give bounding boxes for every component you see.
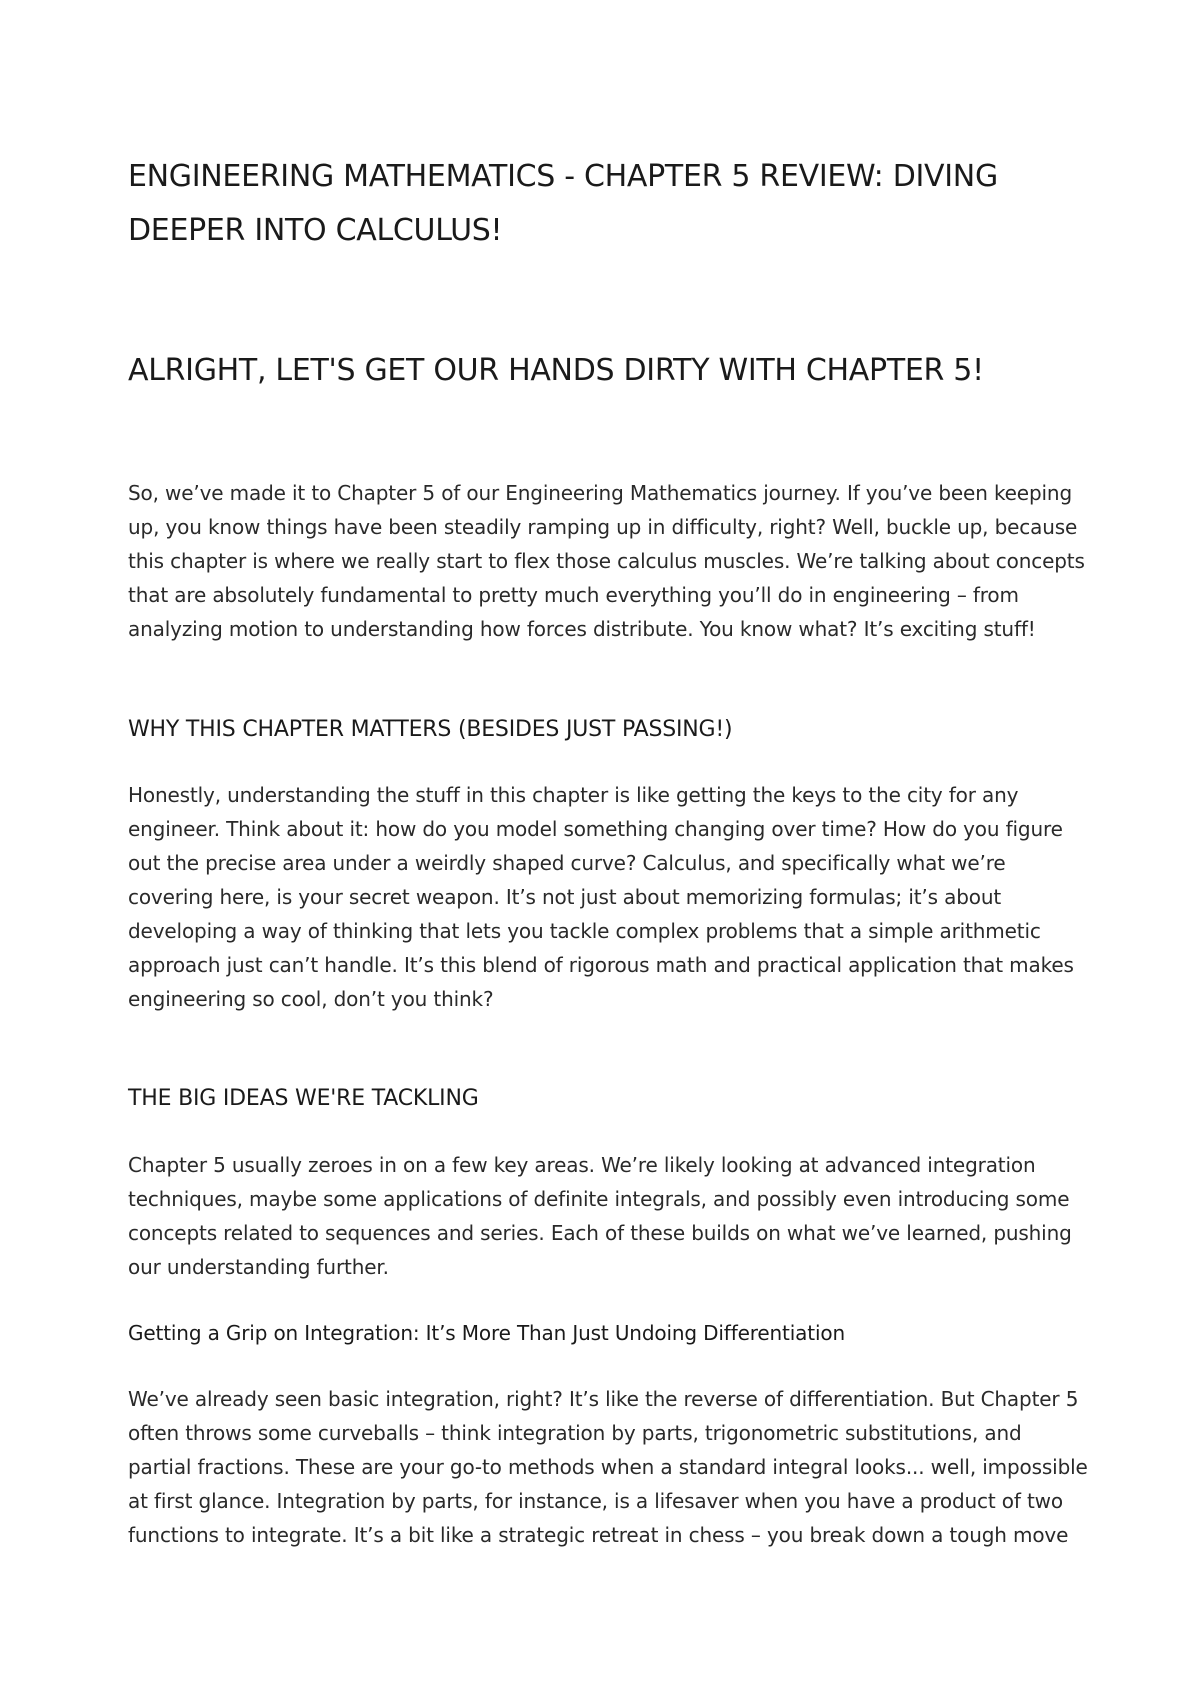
document-title: ENGINEERING MATHEMATICS - CHAPTER 5 REVIEW: DIVING DEEPER INTO CALCULUS! xyxy=(128,159,998,248)
integration-heading: Getting a Grip on Integration: It’s More Than Just Undoing Differentiation xyxy=(128,1321,845,1345)
big-ideas-heading: THE BIG IDEAS WE'RE TACKLING xyxy=(128,1086,479,1111)
intro-heading: ALRIGHT, LET'S GET OUR HANDS DIRTY WITH CHAPTER 5! xyxy=(128,353,984,388)
intro-paragraph: So, we’ve made it to Chapter 5 of our Engineering Mathematics journey. If you’ve been keeping up, you know things have been steadily ramping up in difficulty, right? Well, buckle up, because this chapter is where we really start to flex those calculus muscles. We’re talking about concepts that are absolutely fundamental to pretty much everything you’ll do in engineering – from analyzing motion to understanding how forces distribute. You know what? It’s exciting stuff! xyxy=(128,481,1085,641)
integration-paragraph: We’ve already seen basic integration, right? It’s like the reverse of differentiation. But Chapter 5 often throws some curveballs – think integration by parts, trigonometric substitutions, and partial fractions. These are your go-to methods when a standard integral looks... well, impossible at first glance. Integration by parts, for instance, is a lifesaver when you have a product of two functions to integrate. It’s a bit like a strategic retreat in chess – you break down a tough move xyxy=(128,1387,1088,1547)
why-section-heading: WHY THIS CHAPTER MATTERS (BESIDES JUST PASSING!) xyxy=(128,717,733,742)
big-ideas-paragraph: Chapter 5 usually zeroes in on a few key areas. We’re likely looking at advanced integration techniques, maybe some applications of definite integrals, and possibly even introducing some concepts related to sequences and series. Each of these builds on what we’ve learned, pushing our understanding further. xyxy=(128,1153,1072,1279)
why-section-paragraph: Honestly, understanding the stuff in this chapter is like getting the keys to the city for any engineer. Think about it: how do you model something changing over time? How do you figure out the precise area under a weirdly shaped curve? Calculus, and specifically what we’re covering here, is your secret weapon. It’s not just about memorizing formulas; it’s about developing a way of thinking that lets you tackle complex problems that a simple arithmetic approach just can’t handle. It’s this blend of rigorous math and practical application that makes engineering so cool, don’t you think? xyxy=(128,783,1074,1011)
